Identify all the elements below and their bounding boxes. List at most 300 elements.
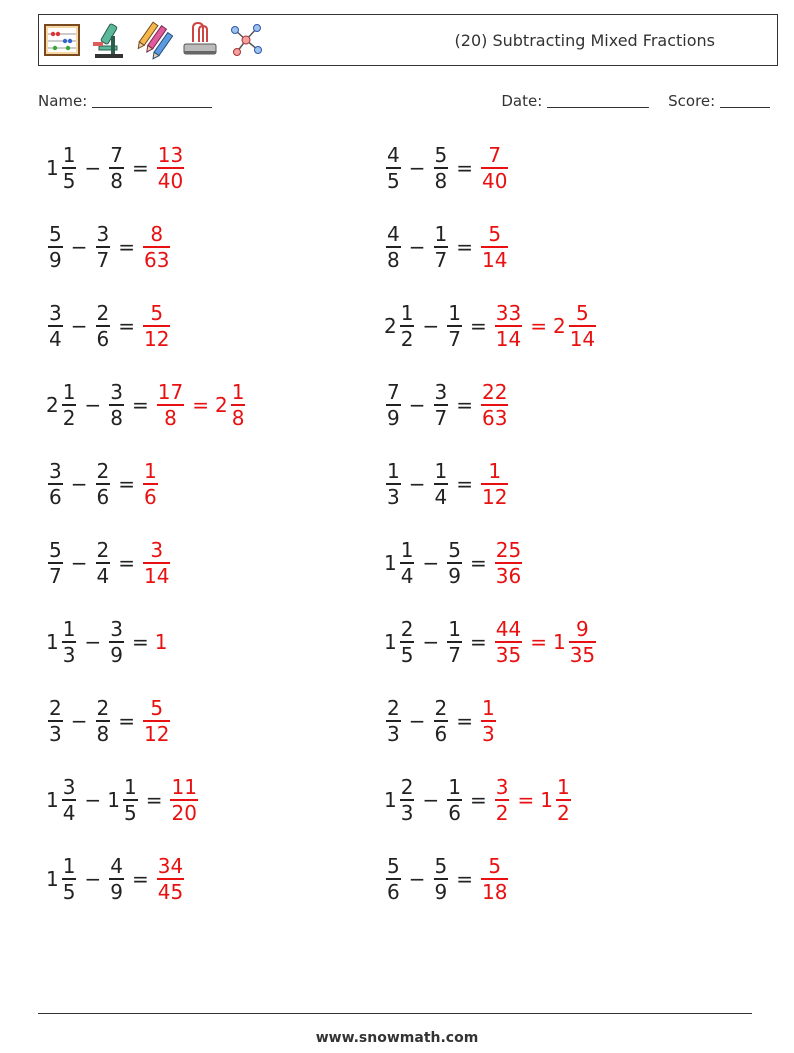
whole-part: 1 <box>384 788 397 812</box>
denominator: 7 <box>434 405 448 430</box>
numerator: 1 <box>488 459 502 484</box>
denominator: 3 <box>387 721 400 746</box>
fraction <box>481 696 496 746</box>
equals-sign: = <box>469 788 487 812</box>
numerator: 1 <box>62 617 76 642</box>
minus-sign: − <box>84 393 102 417</box>
equals-sign: = <box>131 393 149 417</box>
date-label: Date: <box>501 92 543 110</box>
denominator: 3 <box>62 642 76 667</box>
fraction <box>96 538 111 588</box>
fraction <box>157 854 184 904</box>
problem-8 <box>384 373 510 437</box>
numerator: 3 <box>150 538 164 563</box>
denominator: 6 <box>144 484 157 509</box>
fraction <box>481 143 508 193</box>
numerator: 1 <box>231 380 245 405</box>
numerator: 5 <box>488 854 502 879</box>
denominator: 8 <box>231 405 245 430</box>
minus-sign: − <box>408 867 426 891</box>
denominator: 3 <box>400 800 414 825</box>
fraction <box>400 617 415 667</box>
numerator: 1 <box>387 459 400 484</box>
fraction-term <box>445 538 464 588</box>
denominator: 45 <box>157 879 184 904</box>
problem-13 <box>46 610 167 674</box>
fraction <box>109 380 124 430</box>
problem-3 <box>46 215 172 279</box>
denominator: 2 <box>495 800 509 825</box>
fraction-term <box>384 854 403 904</box>
numerator: 1 <box>434 222 448 247</box>
denominator: 8 <box>110 405 123 430</box>
denominator: 9 <box>387 405 400 430</box>
whole-part: 1 <box>107 788 120 812</box>
minus-sign: − <box>422 551 440 575</box>
numerator: 2 <box>96 301 110 326</box>
whole-part: 1 <box>46 867 59 891</box>
fraction <box>143 459 158 509</box>
fraction <box>109 854 124 904</box>
fraction <box>143 301 170 351</box>
fraction <box>96 301 111 351</box>
equals-sign: = <box>118 709 135 733</box>
denominator: 6 <box>96 326 110 351</box>
numerator: 5 <box>434 143 448 168</box>
whole-part: 2 <box>552 314 566 338</box>
fraction-term <box>46 301 65 351</box>
denominator: 6 <box>96 484 110 509</box>
problem-4 <box>384 215 510 279</box>
numerator: 3 <box>110 380 123 405</box>
fraction-term <box>432 143 451 193</box>
fraction-term <box>46 775 78 825</box>
numerator: 2 <box>96 696 110 721</box>
answer-fraction <box>168 775 199 825</box>
worksheet-title: (20) Subtracting Mixed Fractions <box>454 31 715 50</box>
fraction <box>386 696 401 746</box>
fraction-term <box>384 696 403 746</box>
fraction <box>170 775 197 825</box>
minus-sign: − <box>408 393 426 417</box>
answer-fraction <box>141 222 172 272</box>
denominator: 3 <box>49 721 62 746</box>
denominator: 2 <box>400 326 414 351</box>
numerator: 34 <box>157 854 184 879</box>
denominator: 7 <box>448 326 461 351</box>
fraction <box>434 380 449 430</box>
denominator: 8 <box>164 405 177 430</box>
minus-sign: − <box>408 472 426 496</box>
whole-part: 1 <box>384 551 397 575</box>
problem-7 <box>46 373 247 437</box>
numerator: 3 <box>49 459 62 484</box>
minus-sign: − <box>422 788 440 812</box>
numerator: 3 <box>96 222 110 247</box>
numerator: 2 <box>49 696 62 721</box>
fraction-term <box>384 617 416 667</box>
numerator: 25 <box>495 538 522 563</box>
equals-sign: = <box>145 788 163 812</box>
answer-fraction <box>141 538 172 588</box>
denominator: 14 <box>482 247 508 272</box>
equals-sign: = <box>469 314 487 338</box>
problem-16 <box>384 689 498 753</box>
equals-sign: = <box>131 630 149 654</box>
numerator: 7 <box>110 143 123 168</box>
fraction-term <box>384 380 403 430</box>
numerator: 2 <box>387 696 400 721</box>
fraction-term <box>46 222 65 272</box>
problem-5 <box>46 294 172 358</box>
equals-sign: = <box>118 472 135 496</box>
denominator: 14 <box>495 326 522 351</box>
denominator: 8 <box>387 247 400 272</box>
denominator: 8 <box>96 721 110 746</box>
answer-fraction <box>479 459 510 509</box>
answer-fraction <box>553 301 598 351</box>
fraction <box>556 775 571 825</box>
name-label: Name: <box>38 92 88 110</box>
fraction <box>434 222 449 272</box>
fraction <box>109 617 124 667</box>
numerator: 1 <box>62 143 76 168</box>
whole-part: 1 <box>540 788 553 812</box>
denominator: 20 <box>171 800 197 825</box>
numerator: 2 <box>400 775 414 800</box>
denominator: 5 <box>62 879 76 904</box>
equals-sign: = <box>131 156 149 180</box>
whole-part: 1 <box>46 156 59 180</box>
minus-sign: − <box>408 156 426 180</box>
answer-fraction <box>493 301 524 351</box>
problem-14 <box>384 610 598 674</box>
numerator: 1 <box>448 301 461 326</box>
fraction-term <box>46 143 78 193</box>
fraction-term <box>384 301 416 351</box>
fraction <box>386 222 401 272</box>
fraction-term <box>94 538 113 588</box>
numerator: 5 <box>49 222 62 247</box>
minus-sign: − <box>84 788 102 812</box>
numerator: 1 <box>123 775 137 800</box>
numerator: 22 <box>482 380 508 405</box>
footer-url: www.snowmath.com <box>315 1030 479 1046</box>
fraction <box>495 538 522 588</box>
fraction-term <box>46 380 78 430</box>
numerator: 1 <box>448 775 461 800</box>
fraction-term <box>384 222 403 272</box>
answer-equals: = <box>530 630 547 654</box>
fraction <box>96 696 111 746</box>
fraction <box>143 222 170 272</box>
denominator: 14 <box>144 563 170 588</box>
fraction-term <box>107 854 126 904</box>
numerator: 3 <box>62 775 76 800</box>
denominator: 9 <box>49 247 62 272</box>
denominator: 63 <box>144 247 170 272</box>
fraction <box>48 696 63 746</box>
problem-1 <box>46 136 186 200</box>
numerator: 3 <box>434 380 448 405</box>
fraction <box>96 459 111 509</box>
fraction <box>62 380 77 430</box>
answer-whole-number: 1 <box>154 630 168 654</box>
minus-sign: − <box>84 867 102 891</box>
denominator: 35 <box>495 642 522 667</box>
denominator: 9 <box>434 879 448 904</box>
denominator: 5 <box>387 168 400 193</box>
denominator: 5 <box>400 642 414 667</box>
fraction-term <box>432 222 451 272</box>
fraction <box>386 854 401 904</box>
answer-equals: = <box>530 314 547 338</box>
minus-sign: − <box>84 630 102 654</box>
fraction <box>123 775 138 825</box>
minus-sign: − <box>70 551 88 575</box>
numerator: 1 <box>482 696 495 721</box>
numerator: 2 <box>400 617 414 642</box>
numerator: 3 <box>495 775 509 800</box>
equals-sign: = <box>118 235 135 259</box>
fraction <box>143 696 170 746</box>
equals-sign: = <box>456 393 473 417</box>
minus-sign: − <box>70 314 88 338</box>
fraction-term <box>107 380 126 430</box>
fraction <box>143 538 170 588</box>
numerator: 1 <box>400 301 414 326</box>
equals-sign: = <box>469 551 487 575</box>
denominator: 12 <box>144 326 170 351</box>
numerator: 1 <box>400 538 414 563</box>
fraction-term <box>445 775 464 825</box>
denominator: 3 <box>387 484 400 509</box>
equals-sign: = <box>456 235 473 259</box>
fraction <box>495 301 522 351</box>
numerator: 8 <box>150 222 164 247</box>
numerator: 5 <box>150 301 164 326</box>
fraction <box>495 775 510 825</box>
fraction <box>62 617 77 667</box>
problem-10 <box>384 452 510 516</box>
denominator: 9 <box>110 642 123 667</box>
denominator: 6 <box>434 721 448 746</box>
denominator: 8 <box>110 168 123 193</box>
fraction <box>481 222 508 272</box>
numerator: 1 <box>62 380 76 405</box>
fraction-term <box>94 222 113 272</box>
denominator: 7 <box>448 642 461 667</box>
fraction-term <box>384 143 403 193</box>
fraction <box>495 617 522 667</box>
fraction <box>48 459 63 509</box>
problem-19 <box>46 847 186 911</box>
fraction <box>569 617 596 667</box>
numerator: 4 <box>387 222 400 247</box>
answer-fraction <box>141 696 172 746</box>
denominator: 4 <box>49 326 62 351</box>
fraction <box>62 854 77 904</box>
fraction-term <box>94 459 113 509</box>
fraction <box>400 301 415 351</box>
whole-part: 2 <box>384 314 397 338</box>
denominator: 4 <box>400 563 414 588</box>
numerator: 4 <box>387 143 400 168</box>
numerator: 13 <box>157 143 184 168</box>
fraction <box>109 143 124 193</box>
answer-fraction <box>479 854 510 904</box>
answer-fraction <box>493 538 524 588</box>
denominator: 6 <box>387 879 400 904</box>
fraction <box>447 617 462 667</box>
fraction-term <box>46 696 65 746</box>
fraction <box>434 854 449 904</box>
numerator: 2 <box>434 696 448 721</box>
problem-12 <box>384 531 524 595</box>
problem-6 <box>384 294 598 358</box>
answer-fraction <box>155 143 186 193</box>
numerator: 44 <box>495 617 522 642</box>
equals-sign: = <box>456 472 473 496</box>
answer-fraction <box>155 854 186 904</box>
denominator: 14 <box>569 326 596 351</box>
answer-fraction <box>141 459 160 509</box>
numerator: 9 <box>576 617 589 642</box>
answer-fraction <box>215 380 247 430</box>
denominator: 4 <box>96 563 110 588</box>
problem-18 <box>384 768 573 832</box>
fraction <box>386 459 401 509</box>
fraction-term <box>445 617 464 667</box>
fraction-term <box>432 459 451 509</box>
fraction <box>569 301 596 351</box>
numerator: 11 <box>171 775 197 800</box>
numerator: 17 <box>157 380 184 405</box>
numerator: 33 <box>495 301 522 326</box>
fraction <box>434 143 449 193</box>
denominator: 9 <box>110 879 123 904</box>
fraction <box>48 301 63 351</box>
denominator: 40 <box>482 168 508 193</box>
denominator: 6 <box>448 800 461 825</box>
equals-sign: = <box>456 709 473 733</box>
minus-sign: − <box>70 235 88 259</box>
denominator: 18 <box>482 879 508 904</box>
equals-sign: = <box>118 314 135 338</box>
denominator: 12 <box>482 484 508 509</box>
fraction <box>386 143 401 193</box>
fraction-term <box>107 775 139 825</box>
fraction <box>447 538 462 588</box>
numerator: 1 <box>62 854 76 879</box>
minus-sign: − <box>70 472 88 496</box>
fraction-term <box>46 538 65 588</box>
whole-part: 1 <box>384 630 397 654</box>
denominator: 4 <box>62 800 76 825</box>
numerator: 7 <box>488 143 502 168</box>
fraction <box>481 380 508 430</box>
denominator: 3 <box>482 721 495 746</box>
fraction-term <box>46 854 78 904</box>
fraction-term <box>46 459 65 509</box>
denominator: 5 <box>62 168 76 193</box>
score-label: Score: <box>668 92 716 110</box>
denominator: 40 <box>157 168 184 193</box>
numerator: 3 <box>110 617 123 642</box>
problem-20 <box>384 847 510 911</box>
whole-part: 2 <box>46 393 59 417</box>
fraction <box>62 775 77 825</box>
fraction <box>157 380 184 430</box>
numerator: 4 <box>110 854 123 879</box>
denominator: 35 <box>569 642 596 667</box>
fraction <box>481 854 508 904</box>
fraction <box>157 143 184 193</box>
numerator: 5 <box>448 538 461 563</box>
answer-fraction <box>155 380 186 430</box>
answer-fraction <box>540 775 572 825</box>
answer-fraction <box>479 696 498 746</box>
equals-sign: = <box>118 551 135 575</box>
minus-sign: − <box>422 314 440 338</box>
equals-sign: = <box>456 156 473 180</box>
fraction-term <box>94 301 113 351</box>
fraction <box>62 143 77 193</box>
fraction <box>48 538 63 588</box>
answer-equals: = <box>517 788 535 812</box>
fraction <box>447 301 462 351</box>
whole-part: 1 <box>552 630 566 654</box>
denominator: 36 <box>495 563 522 588</box>
whole-part: 2 <box>214 393 228 417</box>
numerator: 5 <box>488 222 502 247</box>
fraction-term <box>384 538 416 588</box>
numerator: 1 <box>144 459 157 484</box>
minus-sign: − <box>408 235 426 259</box>
denominator: 2 <box>556 800 570 825</box>
fraction <box>386 380 401 430</box>
numerator: 2 <box>96 538 110 563</box>
fraction-term <box>107 143 126 193</box>
minus-sign: − <box>422 630 440 654</box>
denominator: 12 <box>144 721 170 746</box>
fraction <box>48 222 63 272</box>
fraction <box>434 696 449 746</box>
whole-part: 1 <box>46 630 59 654</box>
fraction-term <box>445 301 464 351</box>
numerator: 1 <box>434 459 448 484</box>
equals-sign: = <box>131 867 149 891</box>
problem-2 <box>384 136 510 200</box>
fraction-term <box>384 775 416 825</box>
denominator: 7 <box>49 563 62 588</box>
minus-sign: − <box>70 709 88 733</box>
fraction-term <box>432 696 451 746</box>
equals-sign: = <box>456 867 473 891</box>
answer-fraction <box>493 775 512 825</box>
fraction <box>96 222 111 272</box>
denominator: 7 <box>434 247 448 272</box>
minus-sign: − <box>408 709 426 733</box>
answer-fraction <box>141 301 172 351</box>
fraction-term <box>107 617 126 667</box>
answer-fraction <box>493 617 524 667</box>
numerator: 5 <box>434 854 448 879</box>
fraction-term <box>384 459 403 509</box>
numerator: 2 <box>96 459 110 484</box>
fraction <box>481 459 508 509</box>
fraction <box>400 538 415 588</box>
